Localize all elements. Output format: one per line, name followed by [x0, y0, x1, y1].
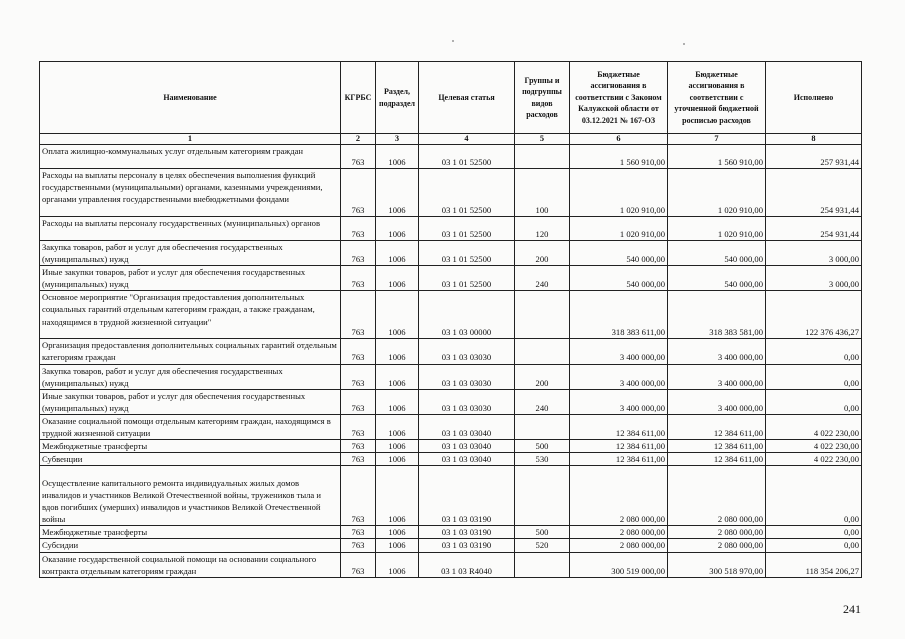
row-adjusted: 3 400 000,00 — [668, 364, 766, 389]
row-approved: 3 400 000,00 — [570, 389, 668, 414]
row-section: 1006 — [376, 291, 419, 339]
column-number: 2 — [341, 134, 376, 145]
row-adjusted: 3 400 000,00 — [668, 339, 766, 364]
table-row — [40, 389, 862, 414]
row-executed: 4 022 230,00 — [766, 453, 862, 466]
row-approved: 2 080 000,00 — [570, 526, 668, 539]
header-target: Целевая статья — [419, 62, 515, 134]
row-approved: 1 560 910,00 — [570, 145, 668, 169]
row-group: 500 — [515, 440, 570, 453]
row-section: 1006 — [376, 241, 419, 266]
row-section: 1006 — [376, 466, 419, 526]
row-approved: 1 020 910,00 — [570, 217, 668, 241]
row-section: 1006 — [376, 217, 419, 241]
row-group: 100 — [515, 169, 570, 217]
column-number: 6 — [570, 134, 668, 145]
table-row — [40, 526, 862, 539]
row-target: 03 1 03 03190 — [419, 539, 515, 552]
row-target: 03 1 01 52500 — [419, 266, 515, 291]
budget-table — [39, 61, 862, 578]
row-approved: 540 000,00 — [570, 266, 668, 291]
row-kgrbs: 763 — [341, 414, 376, 439]
row-adjusted: 3 400 000,00 — [668, 389, 766, 414]
row-group: 240 — [515, 266, 570, 291]
table-row — [40, 466, 862, 526]
row-group — [515, 291, 570, 339]
header-executed: Исполнено — [766, 62, 862, 134]
row-executed: 0,00 — [766, 526, 862, 539]
row-executed: 3 000,00 — [766, 241, 862, 266]
column-number: 4 — [419, 134, 515, 145]
table-row — [40, 241, 862, 266]
row-name: Расходы на выплаты персоналу в целях обеспечения выполнения функций государственными (муниципальными) органами, казенными учреждениями, органами управления государственными внебюджетными фондами — [40, 169, 341, 217]
scan-speck — [683, 43, 685, 45]
header-adjusted: Бюджетные ассигнования в соответствии с уточненной бюджетной росписью расходов — [668, 62, 766, 134]
table-header-row — [40, 62, 862, 134]
row-section: 1006 — [376, 414, 419, 439]
row-adjusted: 1 560 910,00 — [668, 145, 766, 169]
table-row — [40, 169, 862, 217]
row-approved: 3 400 000,00 — [570, 364, 668, 389]
row-approved: 12 384 611,00 — [570, 440, 668, 453]
row-adjusted: 12 384 611,00 — [668, 440, 766, 453]
row-section: 1006 — [376, 539, 419, 552]
row-group: 200 — [515, 241, 570, 266]
row-adjusted: 2 080 000,00 — [668, 466, 766, 526]
row-target: 03 1 01 52500 — [419, 169, 515, 217]
row-group: 520 — [515, 539, 570, 552]
table-row — [40, 364, 862, 389]
row-approved: 12 384 611,00 — [570, 414, 668, 439]
header-section: Раздел, подраздел — [376, 62, 419, 134]
row-approved: 300 519 000,00 — [570, 552, 668, 577]
row-executed: 254 931,44 — [766, 169, 862, 217]
table-row — [40, 414, 862, 439]
row-executed: 257 931,44 — [766, 145, 862, 169]
row-name: Межбюджетные трансферты — [40, 526, 341, 539]
row-approved: 318 383 611,00 — [570, 291, 668, 339]
row-name: Межбюджетные трансферты — [40, 440, 341, 453]
row-section: 1006 — [376, 389, 419, 414]
scan-speck — [452, 40, 454, 42]
row-name: Оплата жилищно-коммунальных услуг отдельным категориям граждан — [40, 145, 341, 169]
row-kgrbs: 763 — [341, 552, 376, 577]
row-adjusted: 300 518 970,00 — [668, 552, 766, 577]
row-section: 1006 — [376, 339, 419, 364]
row-kgrbs: 763 — [341, 339, 376, 364]
row-executed: 3 000,00 — [766, 266, 862, 291]
row-kgrbs: 763 — [341, 526, 376, 539]
row-kgrbs: 763 — [341, 169, 376, 217]
row-group: 530 — [515, 453, 570, 466]
page-number: 241 — [843, 602, 861, 616]
row-executed: 254 931,44 — [766, 217, 862, 241]
row-section: 1006 — [376, 440, 419, 453]
row-name: Закупка товаров, работ и услуг для обеспечения государственных (муниципальных) нужд — [40, 241, 341, 266]
row-group: 200 — [515, 364, 570, 389]
row-group — [515, 466, 570, 526]
row-adjusted: 540 000,00 — [668, 266, 766, 291]
row-approved: 3 400 000,00 — [570, 339, 668, 364]
table-row — [40, 266, 862, 291]
row-name: Иные закупки товаров, работ и услуг для обеспечения государственных (муниципальных) нужд — [40, 389, 341, 414]
row-name: Организация предоставления дополнительных социальных гарантий отдельным категориям граждан — [40, 339, 341, 364]
table-row — [40, 145, 862, 169]
row-executed: 4 022 230,00 — [766, 414, 862, 439]
row-executed: 0,00 — [766, 466, 862, 526]
column-number: 3 — [376, 134, 419, 145]
row-target: 03 1 03 00000 — [419, 291, 515, 339]
row-target: 03 1 03 03030 — [419, 389, 515, 414]
row-name: Закупка товаров, работ и услуг для обеспечения государственных (муниципальных) нужд — [40, 364, 341, 389]
row-kgrbs: 763 — [341, 389, 376, 414]
row-kgrbs: 763 — [341, 241, 376, 266]
row-target: 03 1 01 52500 — [419, 217, 515, 241]
row-section: 1006 — [376, 453, 419, 466]
row-section: 1006 — [376, 552, 419, 577]
row-approved: 1 020 910,00 — [570, 169, 668, 217]
row-name: Основное мероприятие "Организация предоставления дополнительных социальных гарантий отдельным категориям граждан, а также гражданам, находящимся в трудной жизненной ситуации" — [40, 291, 341, 339]
row-group: 500 — [515, 526, 570, 539]
table-row — [40, 539, 862, 552]
row-approved: 12 384 611,00 — [570, 453, 668, 466]
row-kgrbs: 763 — [341, 291, 376, 339]
row-target: 03 1 03 03040 — [419, 453, 515, 466]
row-group — [515, 414, 570, 439]
table-row — [40, 217, 862, 241]
row-adjusted: 318 383 581,00 — [668, 291, 766, 339]
row-section: 1006 — [376, 526, 419, 539]
row-kgrbs: 763 — [341, 145, 376, 169]
row-adjusted: 12 384 611,00 — [668, 453, 766, 466]
row-kgrbs: 763 — [341, 466, 376, 526]
column-number: 8 — [766, 134, 862, 145]
row-name: Оказание социальной помощи отдельным категориям граждан, находящимся в трудной жизненной ситуации — [40, 414, 341, 439]
table-body — [40, 145, 862, 578]
row-executed: 118 354 206,27 — [766, 552, 862, 577]
row-executed: 0,00 — [766, 339, 862, 364]
row-kgrbs: 763 — [341, 453, 376, 466]
table-row — [40, 339, 862, 364]
row-target: 03 1 03 03190 — [419, 526, 515, 539]
column-number: 5 — [515, 134, 570, 145]
row-approved: 2 080 000,00 — [570, 539, 668, 552]
table-row — [40, 291, 862, 339]
row-adjusted: 540 000,00 — [668, 241, 766, 266]
row-section: 1006 — [376, 364, 419, 389]
header-kgrbs: КГРБС — [341, 62, 376, 134]
row-target: 03 1 03 03030 — [419, 339, 515, 364]
row-adjusted: 2 080 000,00 — [668, 539, 766, 552]
row-executed: 122 376 436,27 — [766, 291, 862, 339]
row-executed: 0,00 — [766, 539, 862, 552]
table-row — [40, 440, 862, 453]
row-name: Осуществление капитального ремонта индивидуальных жилых домов инвалидов и участников Великой Отечественной войны, тружеников тыла и вдов погибших (умерших) инвалидов и участников Великой Отечественной войны — [40, 466, 341, 526]
row-section: 1006 — [376, 266, 419, 291]
column-number-row — [40, 134, 862, 145]
row-adjusted: 12 384 611,00 — [668, 414, 766, 439]
row-group — [515, 552, 570, 577]
row-target: 03 1 01 52500 — [419, 145, 515, 169]
row-adjusted: 1 020 910,00 — [668, 217, 766, 241]
row-kgrbs: 763 — [341, 364, 376, 389]
row-target: 03 1 03 03040 — [419, 440, 515, 453]
row-adjusted: 1 020 910,00 — [668, 169, 766, 217]
row-target: 03 1 03 03040 — [419, 414, 515, 439]
row-group: 120 — [515, 217, 570, 241]
row-executed: 4 022 230,00 — [766, 440, 862, 453]
row-section: 1006 — [376, 169, 419, 217]
row-target: 03 1 03 03190 — [419, 466, 515, 526]
row-group: 240 — [515, 389, 570, 414]
row-approved: 540 000,00 — [570, 241, 668, 266]
row-group — [515, 339, 570, 364]
row-name: Субсидии — [40, 539, 341, 552]
row-kgrbs: 763 — [341, 266, 376, 291]
row-kgrbs: 763 — [341, 440, 376, 453]
header-approved: Бюджетные ассигнования в соответствии с Законом Калужской области от 03.12.2021 № 167-ОЗ — [570, 62, 668, 134]
column-number: 7 — [668, 134, 766, 145]
row-kgrbs: 763 — [341, 539, 376, 552]
row-executed: 0,00 — [766, 364, 862, 389]
row-target: 03 1 03 03030 — [419, 364, 515, 389]
row-target: 03 1 01 52500 — [419, 241, 515, 266]
row-target: 03 1 03 R4040 — [419, 552, 515, 577]
column-number: 1 — [40, 134, 341, 145]
row-name: Иные закупки товаров, работ и услуг для обеспечения государственных (муниципальных) нужд — [40, 266, 341, 291]
row-name: Субвенции — [40, 453, 341, 466]
table-row — [40, 552, 862, 577]
row-section: 1006 — [376, 145, 419, 169]
row-approved: 2 080 000,00 — [570, 466, 668, 526]
header-name: Наименование — [40, 62, 341, 134]
row-name: Оказание государственной социальной помощи на основании социального контракта отдельным категориям граждан — [40, 552, 341, 577]
row-adjusted: 2 080 000,00 — [668, 526, 766, 539]
table-row — [40, 453, 862, 466]
row-kgrbs: 763 — [341, 217, 376, 241]
row-executed: 0,00 — [766, 389, 862, 414]
header-groups: Группы и подгруппы видов расходов — [515, 62, 570, 134]
row-group — [515, 145, 570, 169]
row-name: Расходы на выплаты персоналу государственных (муниципальных) органов — [40, 217, 341, 241]
